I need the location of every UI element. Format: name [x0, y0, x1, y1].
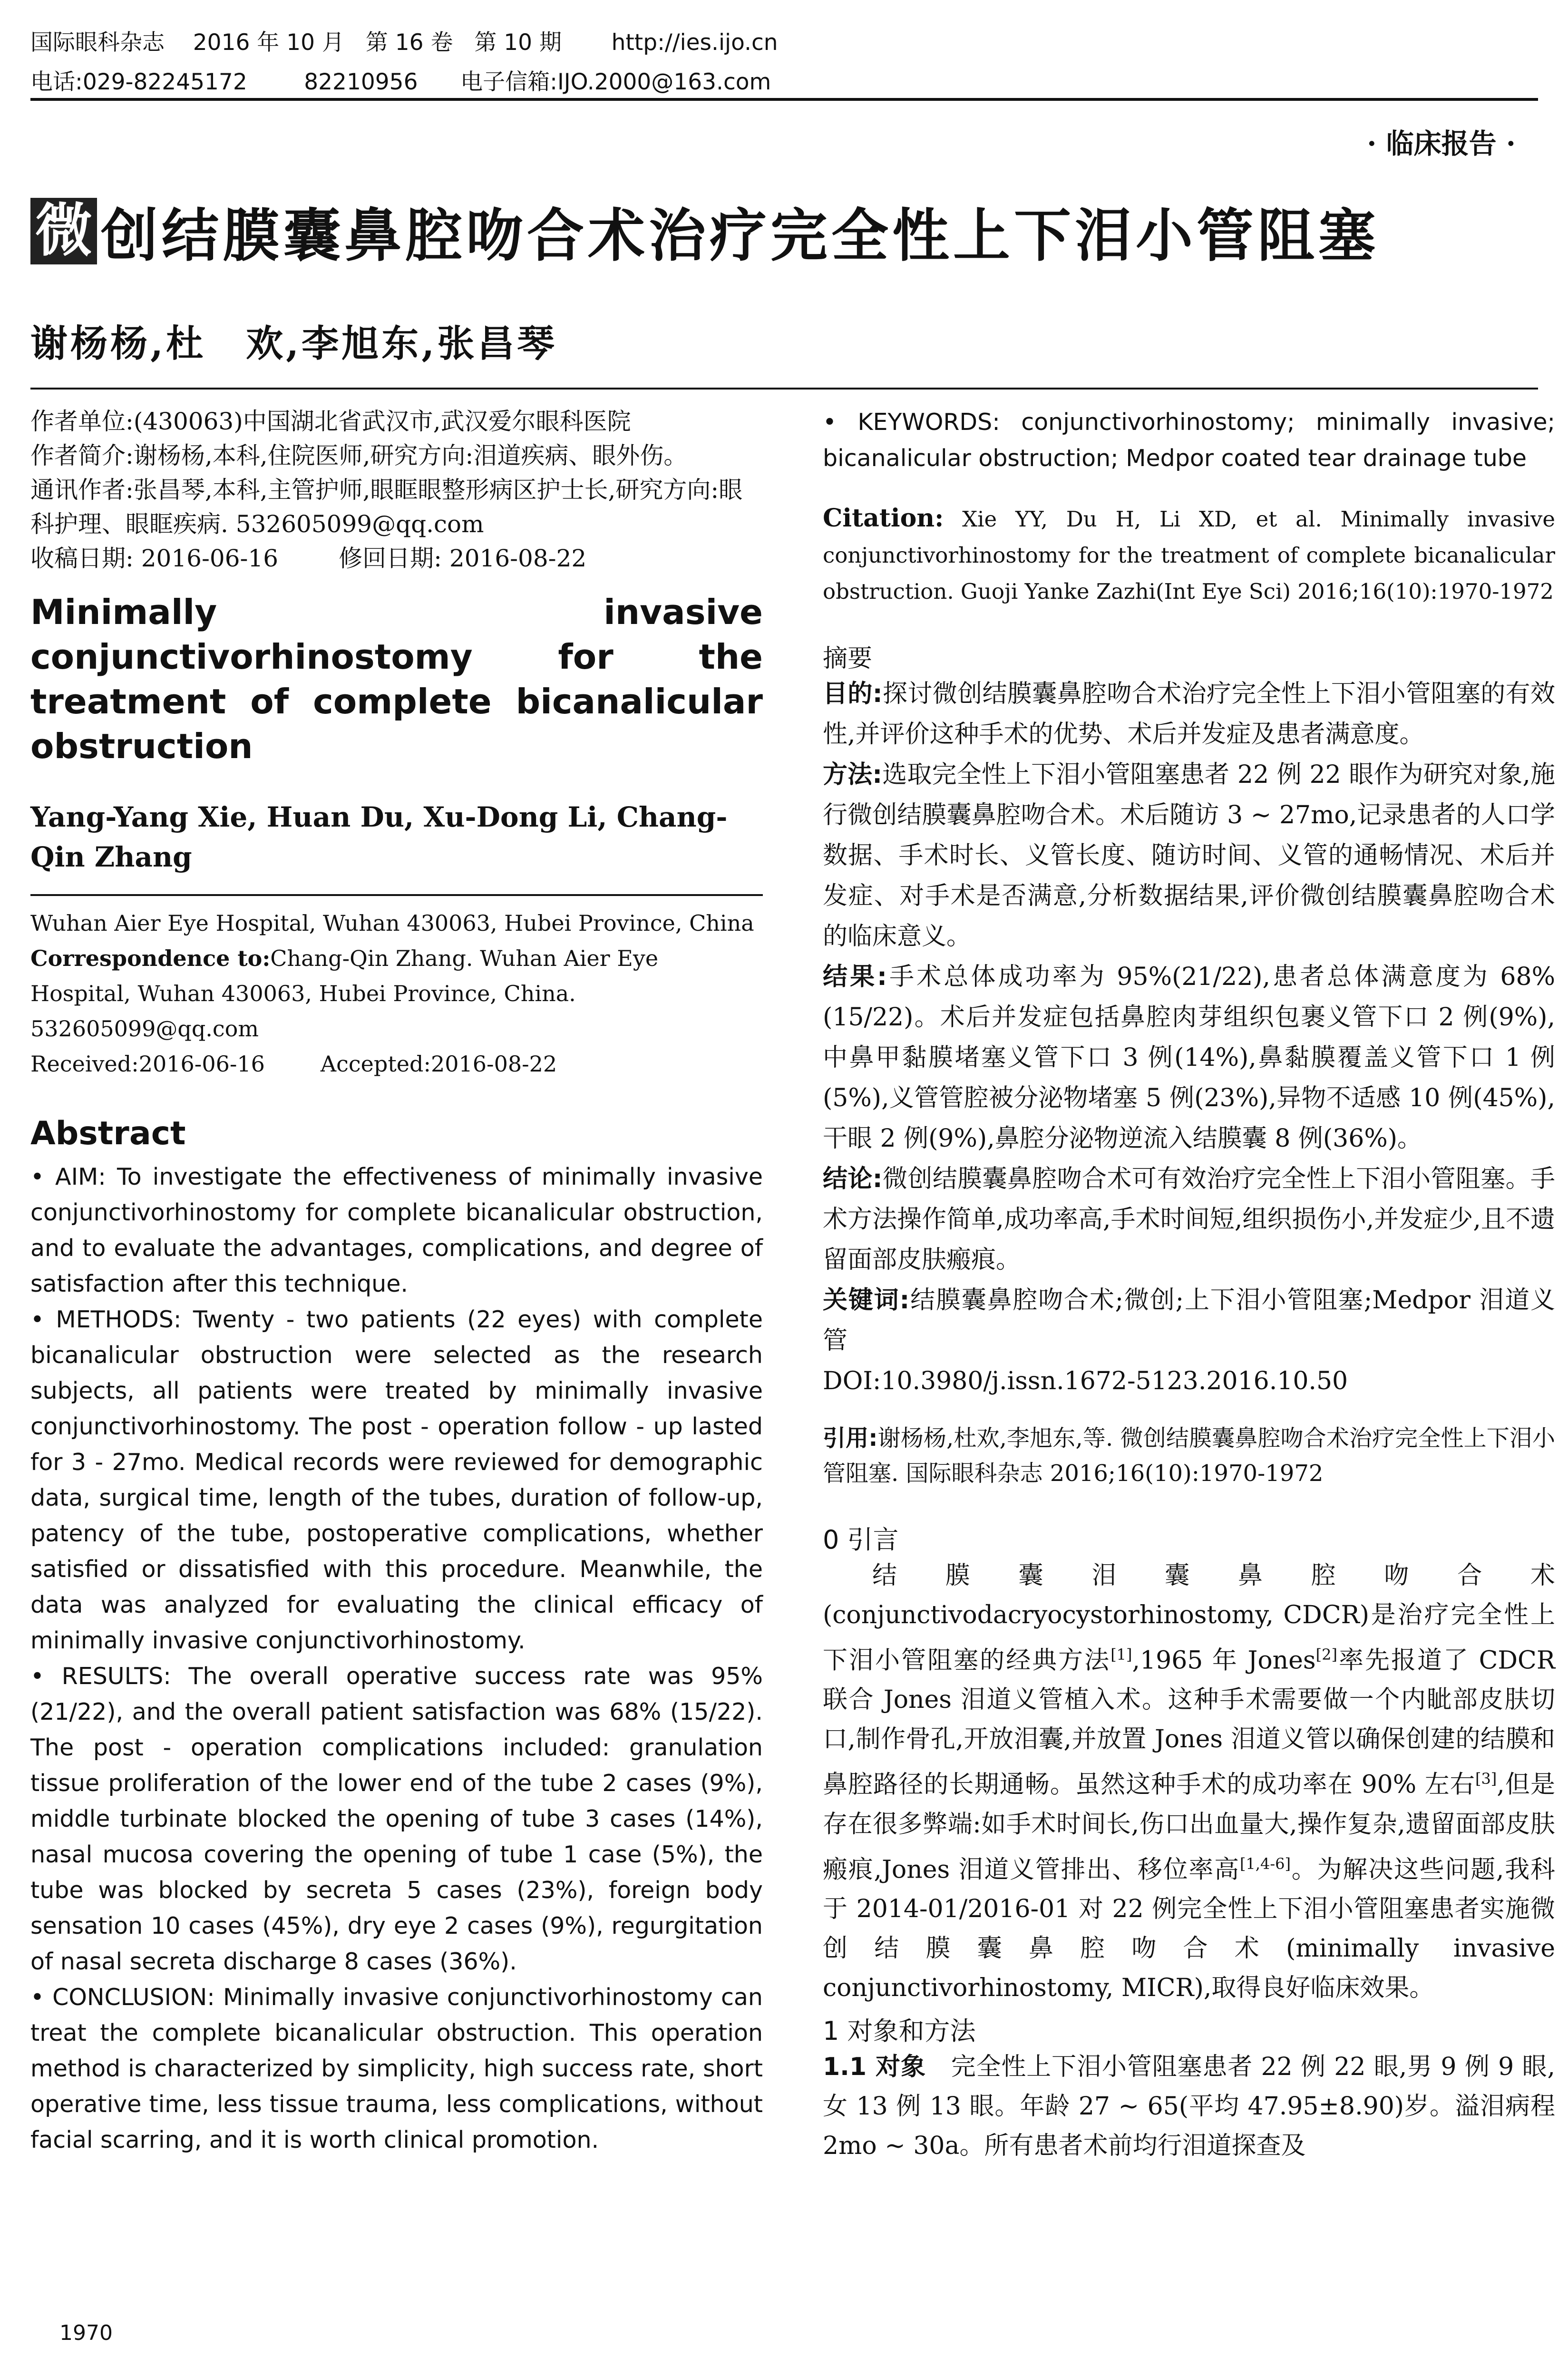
- section-1-1: [823, 2047, 1555, 2166]
- cn-methods-text: 选取完全性上下泪小管阻塞患者 22 例 22 眼作为研究对象,施行微创结膜囊鼻腔吻合术。术后随访 3 ~ 27mo,记录患者的人口学数据、手术时长、义管长度、随访时间、义管的通畅情况、术后并发症、对手术是否满意,分析数据结果,评价微创结膜囊鼻腔吻合术的临床意义。: [823, 760, 1555, 951]
- results-label: • RESULTS:: [30, 1663, 171, 1690]
- cn-objective: [823, 674, 1555, 755]
- doi: DOI:10.3980/j.issn.1672-5123.2016.10.50: [823, 1367, 1348, 1395]
- english-affiliation: Wuhan Aier Eye Hospital, Wuhan 430063, Hubei Province, China: [30, 910, 754, 936]
- citation-ref: [2]: [1315, 1646, 1337, 1664]
- citation: [823, 500, 1555, 610]
- english-keywords: • KEYWORDS: conjunctivorhinostomy; minimally invasive; bicanalicular obstruction; Medpor coated tear drainage tube: [823, 409, 1555, 472]
- cn-conclusion-text: 微创结膜囊鼻腔吻合术可有效治疗完全性上下泪小管阻塞。手术方法操作简单,成功率高,手术时间短,组织损伤小,并发症少,且不遗留面部皮肤瘢痕。: [823, 1165, 1555, 1274]
- journal-header-line2: 电话:029-82245172 82210956 电子信箱:IJO.2000@163.com: [30, 69, 771, 95]
- citation-text: Xie YY, Du H, Li XD, et al. Minimally invasive conjunctivorhinostomy for the treatment of complete bicanalicular obstruction. Guoji Yanke Zazhi(Int Eye Sci) 2016;16(10):1970-1972: [823, 507, 1555, 604]
- abstract-heading: Abstract: [30, 1115, 186, 1152]
- cn-methods: [823, 755, 1555, 957]
- cn-citation: [823, 1421, 1555, 1491]
- cn-keywords-label: 关键词:: [823, 1286, 910, 1315]
- intro-text-3: 率先报道了 CDCR 联合 Jones 泪道义管植入术。这种手术需要做一个内眦部皮肤切口,制作骨孔,开放泪囊,并放置 Jones 泪道义管以确保创建的结膜和鼻腔路径的长期通畅。虽然这种手术的成功率在 90% 左右: [823, 1646, 1555, 1799]
- cn-results: [823, 957, 1555, 1159]
- aim-label: • AIM:: [30, 1163, 106, 1190]
- cn-keywords-text: 结膜囊鼻腔吻合术;微创;上下泪小管阻塞;Medpor 泪道义管: [823, 1286, 1555, 1355]
- conclusion-label: • CONCLUSION:: [30, 1984, 215, 2011]
- title-text: 创结膜囊鼻腔吻合术治疗完全性上下泪小管阻塞: [101, 203, 1379, 269]
- aim-text: To investigate the effectiveness of minimally invasive conjunctivorhinostomy for complete bicanalicular obstruction, and to evaluate the advantages, complications, and degree of satisfaction after this technique.: [30, 1163, 763, 1297]
- authors-cn: 谢杨杨,杜 欢,李旭东,张昌琴: [30, 322, 557, 365]
- cn-citation-label: 引用:: [823, 1425, 878, 1452]
- english-authors: Yang-Yang Xie, Huan Du, Xu-Dong Li, Chang-Qin Zhang: [30, 801, 728, 873]
- citation-ref: [1]: [1110, 1646, 1132, 1664]
- cn-citation-text: 谢杨杨,杜欢,李旭东,等. 微创结膜囊鼻腔吻合术治疗完全性上下泪小管阻塞. 国际眼科杂志 2016;16(10):1970-1972: [823, 1425, 1555, 1487]
- methods-text: Twenty - two patients (22 eyes) with complete bicanalicular obstruction were selected as the research subjects, all patients were treated by minimally invasive conjunctivorhinostomy. The post - operation follow - up lasted for 3 - 27mo. Medical records were reviewed for demographic data, surgical time, length of the tubes, duration of follow-up, patency of the tube, postoperative complications, whether satisfied or dissatisfied with this procedure. Meanwhile, the data was analyzed for evaluating the clinical efficacy of minimally invasive conjunctivorhinostomy.: [30, 1306, 763, 1654]
- corresponding-author: 通讯作者:张昌琴,本科,主管护师,眼眶眼整形病区护士长,研究方向:眼科护理、眼眶疾病. 532605099@qq.com: [30, 476, 743, 538]
- abstract-conclusion: [30, 1979, 763, 2158]
- abstract-methods: [30, 1302, 763, 1658]
- objective-label: 目的:: [823, 680, 883, 708]
- citation-ref: [1,4-6]: [1239, 1854, 1291, 1873]
- cn-conclusion: [823, 1159, 1555, 1280]
- intro-text-5: 。为解决这些问题,我科于 2014-01/2016-01 对 22 例完全性上下泪小管阻塞患者实施微创结膜囊鼻腔吻合术(minimally invasive conjunctivorhinostomy, MICR),取得良好临床效果。: [823, 1855, 1555, 2002]
- intro-heading: 0 引言: [823, 1525, 899, 1555]
- section-1-heading: 1 对象和方法: [823, 2016, 976, 2046]
- abstract-results: [30, 1658, 763, 1979]
- intro-text-2: ,1965 年 Jones: [1132, 1646, 1316, 1675]
- correspondence-label: Correspondence to:: [30, 945, 271, 971]
- cn-results-label: 结果:: [823, 963, 887, 991]
- section-1-1-label: 1.1 对象: [823, 2052, 926, 2081]
- section-tag: · 临床报告 ·: [1367, 127, 1516, 160]
- conclusion-text: Minimally invasive conjunctivorhinostomy can treat the complete bicanalicular obstruction. This operation method is characterized by simplicity, high success rate, short operative time, less tissue trauma, less complications, without facial scarring, and it is worth clinical promotion.: [30, 1984, 763, 2153]
- results-text: The overall operative success rate was 95% (21/22), and the overall patient satisfaction was 68% (15/22). The post - operation complications included: granulation tissue proliferation of the lower end of the tube 2 cases (9%), middle turbinate blocked the opening of tube 3 cases (14%), nasal mucosa covering the opening of tube 1 case (5%), the tube was blocked by secreta 5 cases (23%), foreign body sensation 10 cases (45%), dry eye 2 cases (9%), regurgitation of nasal secreta discharge 8 cases (36%).: [30, 1663, 763, 1975]
- page-number: 1970: [59, 2321, 113, 2345]
- citation-label: Citation:: [823, 504, 944, 533]
- journal-header-line1: 国际眼科杂志 2016 年 10 月 第 16 卷 第 10 期 http://ies.ijo.cn: [30, 29, 778, 56]
- english-title: Minimally invasive conjunctivorhinostomy for the treatment of complete bicanalicular obstruction: [30, 592, 763, 766]
- cn-conclusion-label: 结论:: [823, 1165, 883, 1193]
- authors-rule: [30, 894, 763, 896]
- objective-text: 探讨微创结膜囊鼻腔吻合术治疗完全性上下泪小管阻塞的有效性,并评价这种手术的优势、术后并发症及患者满意度。: [823, 680, 1555, 749]
- methods-label: • METHODS:: [30, 1306, 182, 1333]
- abstract-aim: [30, 1159, 763, 1302]
- right-column: [823, 404, 1555, 2166]
- affiliation-cn: 作者单位:(430063)中国湖北省武汉市,武汉爱尔眼科医院: [30, 408, 631, 435]
- title-first-char: 微: [30, 198, 97, 264]
- correspondence-text: Chang-Qin Zhang. Wuhan Aier Eye Hospital, Wuhan 430063, Hubei Province, China. 532605099@qq.com: [30, 945, 659, 1042]
- cn-abstract-heading: 摘要: [823, 644, 873, 673]
- intro-paragraph: [823, 1556, 1555, 2008]
- cn-results-text: 手术总体成功率为 95%(21/22),患者总体满意度为 68%(15/22)。术后并发症包括鼻腔肉芽组织包裹义管下口 2 例(9%),中鼻甲黏膜堵塞义管下口 3 例(14%),鼻黏膜覆盖义管下口 1 例(5%),义管管腔被分泌物堵塞 5 例(23%),异物不适感 10 例(45%),干眼 2 例(9%),鼻腔分泌物逆流入结膜囊 8 例(36%)。: [823, 963, 1555, 1153]
- intro-text-4: ,但是存在很多弊端:如手术时间长,伤口出血量大,操作复杂,遗留面部皮肤瘢痕,Jones 泪道义管排出、移位率高: [823, 1770, 1555, 1884]
- header-rule: [30, 98, 1538, 101]
- cn-keywords: [823, 1280, 1555, 1361]
- left-column: [30, 404, 763, 2158]
- correspondence: [30, 941, 763, 1046]
- english-dates: Received:2016-06-16 Accepted:2016-08-22: [30, 1051, 557, 1077]
- citation-ref: [3]: [1475, 1770, 1497, 1788]
- received-dates-cn: 收稿日期: 2016-06-16 修回日期: 2016-08-22: [30, 545, 587, 572]
- title-rule: [30, 388, 1538, 390]
- cn-methods-label: 方法:: [823, 760, 883, 789]
- article-title: [30, 190, 1379, 272]
- section-1-1-text: 完全性上下泪小管阻塞患者 22 例 22 眼,男 9 例 9 眼,女 13 例 13 眼。年龄 27 ~ 65(平均 47.95±8.90)岁。溢泪病程 2mo ~ 30a。所有患者术前均行泪道探查及: [823, 2052, 1555, 2160]
- intro-text-1: 结膜囊泪囊鼻腔吻合术(conjunctivodacryocystorhinostomy, CDCR)是治疗完全性上下泪小管阻塞的经典方法: [823, 1561, 1555, 1675]
- author-bio: 作者简介:谢杨杨,本科,住院医师,研究方向:泪道疾病、眼外伤。: [30, 442, 688, 469]
